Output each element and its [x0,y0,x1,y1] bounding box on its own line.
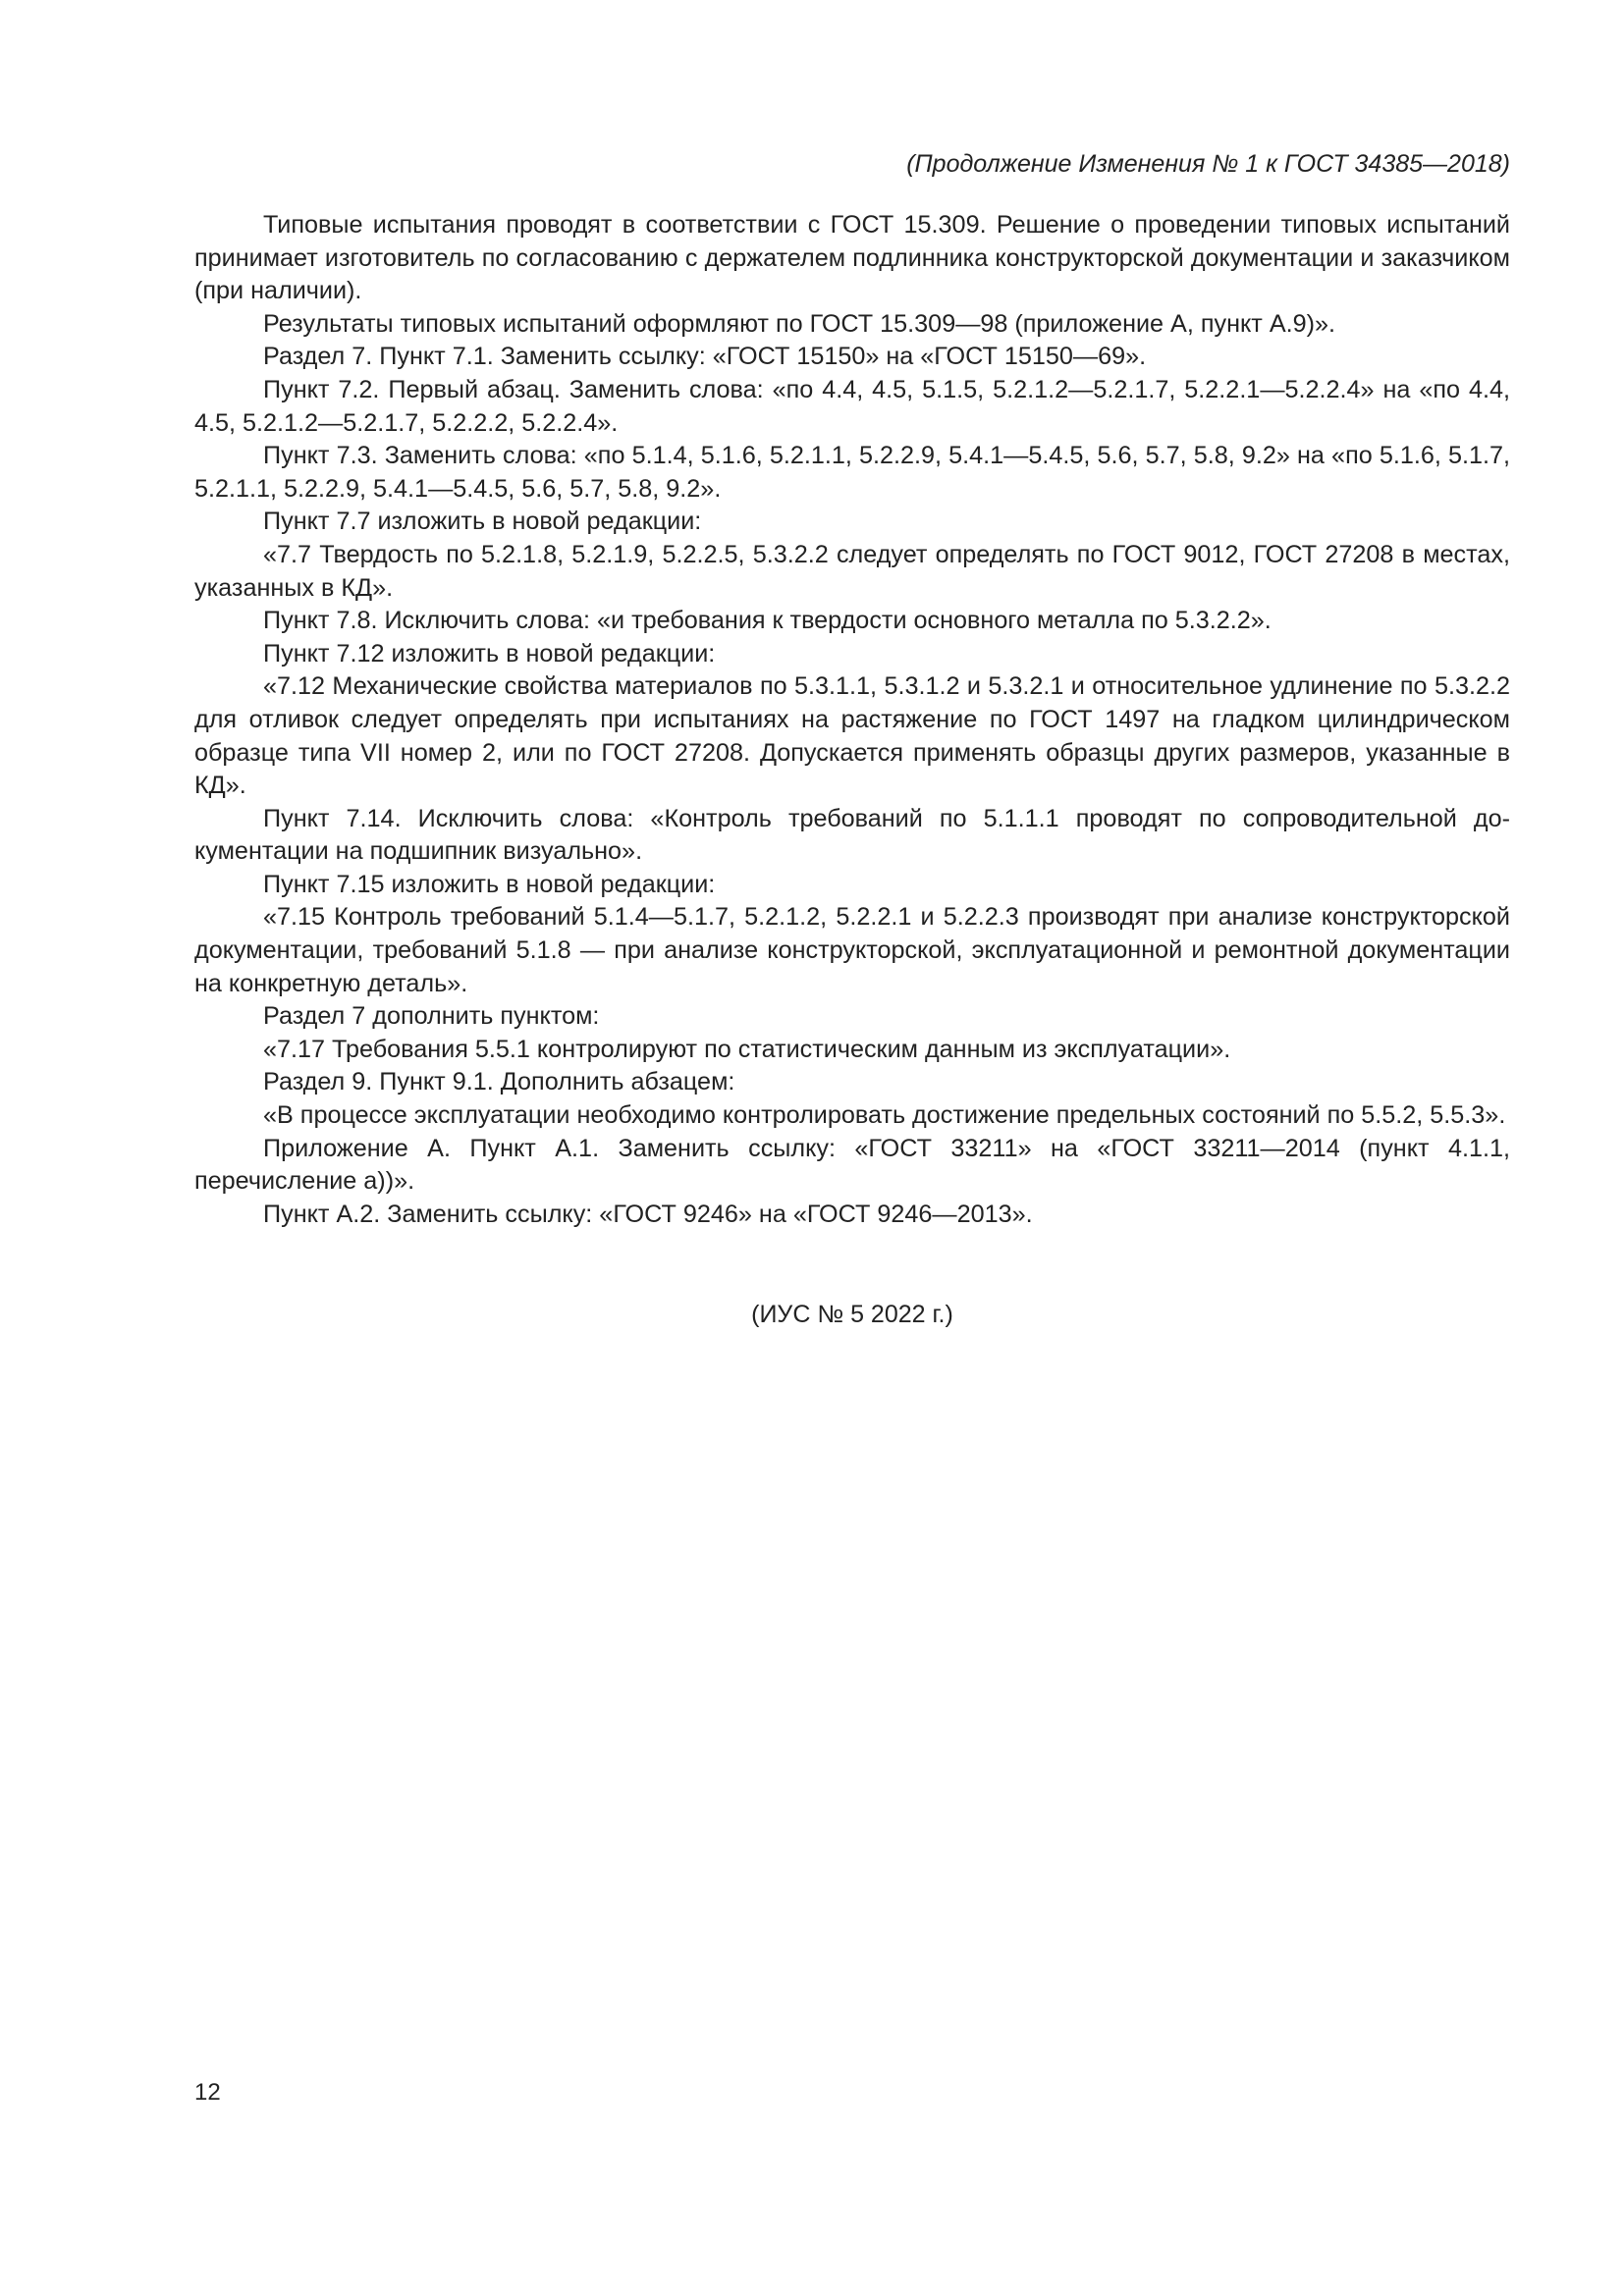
paragraph-section-9-1: Раздел 9. Пункт 9.1. Дополнить абзацем: [263,1068,735,1096]
paragraph-clause-7-17-text: «7.17 Требования 5.5.1 контролируют по статистическим данным из эксплуатации». [263,1035,1231,1063]
amendment-body [194,209,1510,1231]
paragraph-clause-7-12-intro: Пункт 7.12 изложить в новой редакции: [263,639,716,667]
paragraph-test-results: Результаты типовых испытаний оформляют по ГОСТ 15.309—98 (приложение А, пункт А.9)». [263,309,1336,338]
paragraph-clause-7-7-intro: Пункт 7.7 изложить в новой редакции: [263,507,702,536]
paragraph-clause-7-12-text: «7.12 Механические свойства материалов по 5.3.1.1, 5.3.1.2 и 5.3.2.1 и относительное удлинение по 5.3.2.2 для отливок следует определять при испытаниях на растяжение по ГОСТ 1497 на гладком цилиндрическом образце типа VII номер 2, или по ГОСТ 27208. Допускается применять образцы других размеров, указанные в КД». [194,672,1510,800]
paragraph-section-7-1: Раздел 7. Пункт 7.1. Заменить ссылку: «ГОСТ 15150» на «ГОСТ 15150—69». [263,343,1147,371]
page-header-continuation: (Продолжение Изменения № 1 к ГОСТ 34385—2018) [906,150,1510,178]
paragraph-clause-7-15-intro: Пункт 7.15 изложить в новой редакции: [263,870,716,898]
paragraph-section-7-addition: Раздел 7 дополнить пунктом: [263,1002,600,1031]
paragraph-annex-a-1: Приложение А. Пункт А.1. Заменить ссылку: «ГОСТ 33211» на «ГОСТ 33211—2014 (пункт 4.1.1, перечисление а))». [194,1134,1510,1196]
paragraph-clause-7-3: Пункт 7.3. Заменить слова: «по 5.1.4, 5.1.6, 5.2.1.1, 5.2.2.9, 5.4.1—5.4.5, 5.6, 5.7, 5.8, 9.2» на «по 5.1.6, 5.1.7, 5.2.1.1, 5.2.2.9, 5.4.1—5.4.5, 5.6, 5.7, 5.8, 9.2». [194,442,1510,503]
paragraph-typical-tests: Типовые испытания проводят в соответствии с ГОСТ 15.309. Решение о проведении типовых испытаний принимает изготовитель по согласованию с держателем подлинника конструкторской документации и заказчиком (при наличии). [194,211,1510,305]
paragraph-clause-7-14: Пункт 7.14. Исключить слова: «Контроль требований по 5.1.1.1 проводят по сопроводительной документации на подшипник визуально». [194,804,1510,866]
paragraph-annex-a-2: Пункт А.2. Заменить ссылку: «ГОСТ 9246» на «ГОСТ 9246—2013». [263,1200,1033,1228]
paragraph-clause-7-15-text: «7.15 Контроль требований 5.1.4—5.1.7, 5.2.1.2, 5.2.2.1 и 5.2.2.3 производят при анализе конструкторской документации, требований 5.1.8 — при анализе конструкторской, эксплуатационной и ремонтной документации на конкретную деталь». [194,903,1510,997]
paragraph-section-9-1-text: «В процессе эксплуатации необходимо контролировать достижение предельных состояний по 5.5.2, 5.5.3». [263,1101,1506,1130]
paragraph-clause-7-8: Пункт 7.8. Исключить слова: «и требования к твердости основного металла по 5.3.2.2». [263,607,1272,635]
paragraph-clause-7-7-text: «7.7 Твердость по 5.2.1.8, 5.2.1.9, 5.2.2.5, 5.3.2.2 следует определять по ГОСТ 9012, ГОСТ 27208 в местах, указанных в КД». [194,540,1510,602]
page-number: 12 [194,2079,221,2106]
ius-reference: (ИУС № 5 2022 г.) [751,1301,953,1328]
paragraph-clause-7-2: Пункт 7.2. Первый абзац. Заменить слова: «по 4.4, 4.5, 5.1.5, 5.2.1.2—5.2.1.7, 5.2.2.1—5.2.2.4» на «по 4.4, 4.5, 5.2.1.2—5.2.1.7, 5.2.2.2, 5.2.2.4». [194,375,1510,437]
